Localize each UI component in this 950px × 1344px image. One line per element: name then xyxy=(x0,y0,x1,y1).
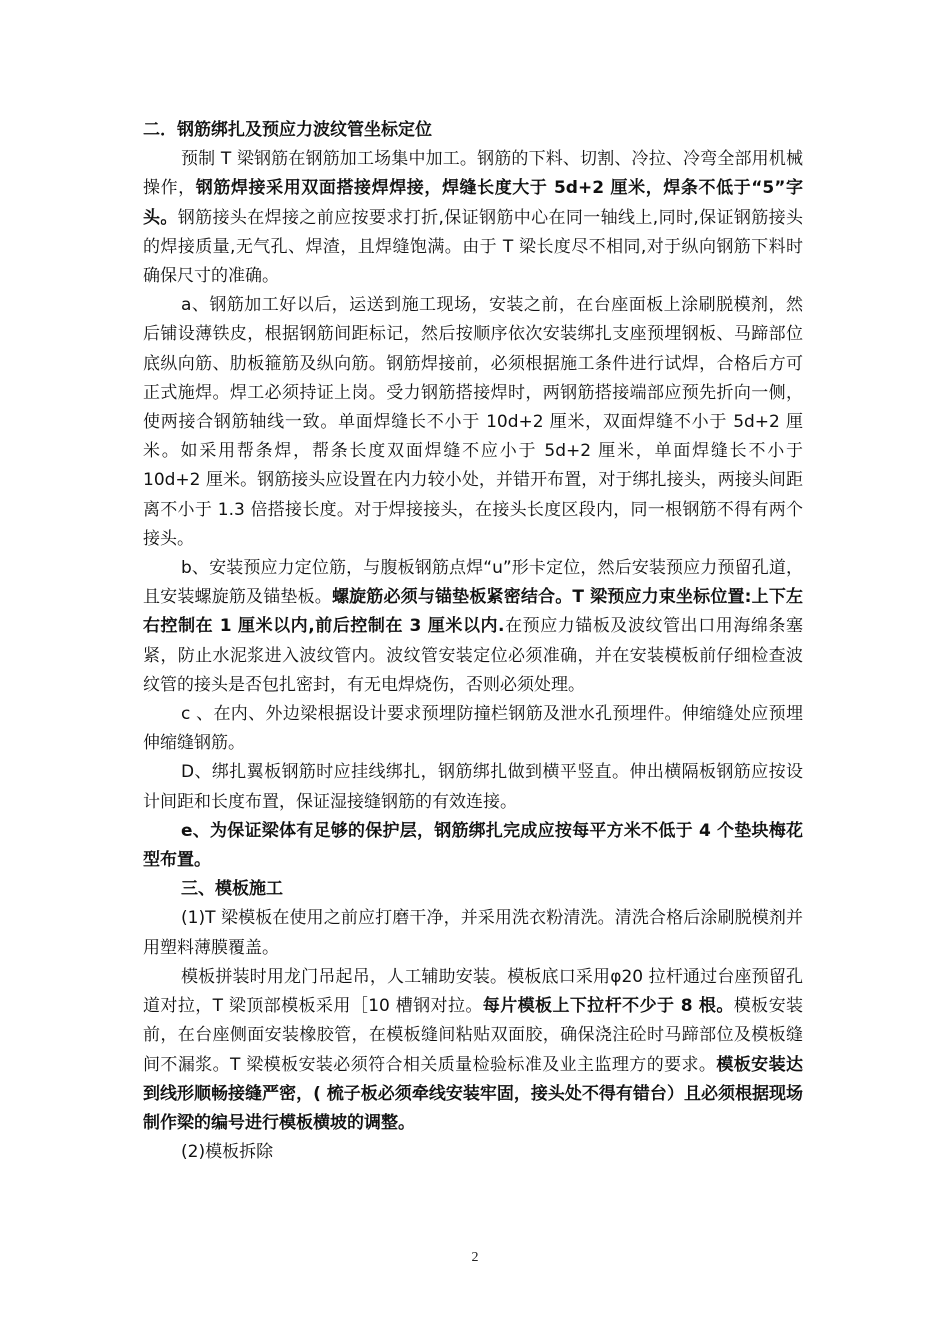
paragraph-item-a: a、钢筋加工好以后，运送到施工现场，安装之前，在台座面板上涂刷脱模剂，然后铺设薄铁皮，根据钢筋间距标记，然后按顺序依次安装绑扎支座预埋钢板、马蹄部位底纵向筋、肋板箍筋及纵向筋。钢筋焊接前，必须根据施工条件进行试焊，合格后方可正式施焊。焊工必须持证上岗。受力钢筋搭接焊时，两钢筋搭接端部应预先折向一侧，使两接合钢筋轴线一致。单面焊缝长不小于 10d+2 厘米，双面焊缝不小于 5d+2 厘米。如采用帮条焊，帮条长度双面焊缝不应小于 5d+2 厘米，单面焊缝长不小于 10d+2 厘米。钢筋接头应设置在内力较小处，并错开布置，对于绑扎接头，两接头间距离不小于 1.3 倍搭接长度。对于焊接接头，在接头长度区段内，同一根钢筋不得有两个接头。 xyxy=(143,295,803,549)
section-heading-rebar: 二．钢筋绑扎及预应力波纹管坐标定位 xyxy=(143,120,432,140)
text-run: 预制 T 梁钢筋在钢筋加工场集中加工。钢筋的下料、切割、冷拉、冷弯全部用机械操作， xyxy=(143,149,803,199)
text-run: 钢筋接头在焊接之前应按要求打折,保证钢筋中心在同一轴线上,同时,保证钢筋接头的焊接质量,无气孔、焊渣，且焊缝饱满。由于 T 梁长度尽不相同,对于纵向钢筋下料时确保尺寸的准确。 xyxy=(143,207,803,287)
paragraph-rebar-processing xyxy=(143,145,803,291)
text-run: b、安装预应力定位筋，与腹板钢筋点焊“u”形卡定位，然后安装预应力预留孔道，且安装螺旋筋及锚垫板。 xyxy=(143,558,803,608)
paragraph-item-b xyxy=(143,554,803,700)
text-run-bold: 每片模板上下拉杆不少于 8 根。 xyxy=(482,996,734,1017)
text-run-bold: 钢筋焊接采用双面搭接焊焊接，焊缝长度大于 5d+2 厘米，焊条不低于“5”字头。 xyxy=(143,178,803,228)
paragraph-item-c: c 、在内、外边梁根据设计要求预埋防撞栏钢筋及泄水孔预埋件。伸缩缝处应预埋伸缩缝钢筋。 xyxy=(143,704,803,754)
paragraph-item-e: e、为保证梁体有足够的保护层，钢筋绑扎完成应按每平方米不低于 4 个垫块梅花型布置。 xyxy=(143,820,803,871)
text-run-bold: 螺旋筋必须与锚垫板紧密结合。T 梁预应力束坐标位置:上下左右控制在 1 厘米以内,前后控制在 3 厘米以内. xyxy=(143,587,804,637)
text-run: 模板安装前，在台座侧面安装橡胶管，在模板缝间粘贴双面胶，确保浇注砼时马蹄部位及模板缝间不漏浆。T 梁模板安装必须符合相关质量检验标准及业主监理方的要求。 xyxy=(143,996,804,1075)
page-number: 2 xyxy=(471,1250,479,1265)
section-heading-formwork: 三、模板施工 xyxy=(181,879,283,900)
text-run-bold: 模板安装达到线形顺畅接缝严密，( 梳子板必须牵线安装牢固，接头处不得有错台）且必须根据现场制作梁的编号进行模板横坡的调整。 xyxy=(143,1054,804,1133)
paragraph-formwork-1: (1)T 梁模板在使用之前应打磨干净，并采用洗衣粉清洗。清洗合格后涂刷脱模剂并用塑料薄膜覆盖。 xyxy=(143,908,803,958)
paragraph-item-d: D、绑扎翼板钢筋时应挂线绑扎，钢筋绑扎做到横平竖直。伸出横隔板钢筋应按设计间距和长度布置，保证湿接缝钢筋的有效连接。 xyxy=(143,762,803,812)
paragraph-formwork-removal: (2)模板拆除 xyxy=(181,1142,274,1163)
text-run: 在预应力锚板及波纹管出口用海绵条塞紧，防止水泥浆进入波纹管内。波纹管安装定位必须准确，并在安装模板前仔细检查波纹管的接头是否包扎密封，有无电焊烧伤，否则必须处理。 xyxy=(143,616,803,695)
text-run: 模板拼装时用龙门吊起吊，人工辅助安装。模板底口采用φ20 拉杆通过台座预留孔道对拉，T 梁顶部模板采用［10 槽钢对拉。 xyxy=(143,966,803,1017)
paragraph-formwork-assembly xyxy=(143,963,803,1138)
document-page xyxy=(143,116,803,1167)
